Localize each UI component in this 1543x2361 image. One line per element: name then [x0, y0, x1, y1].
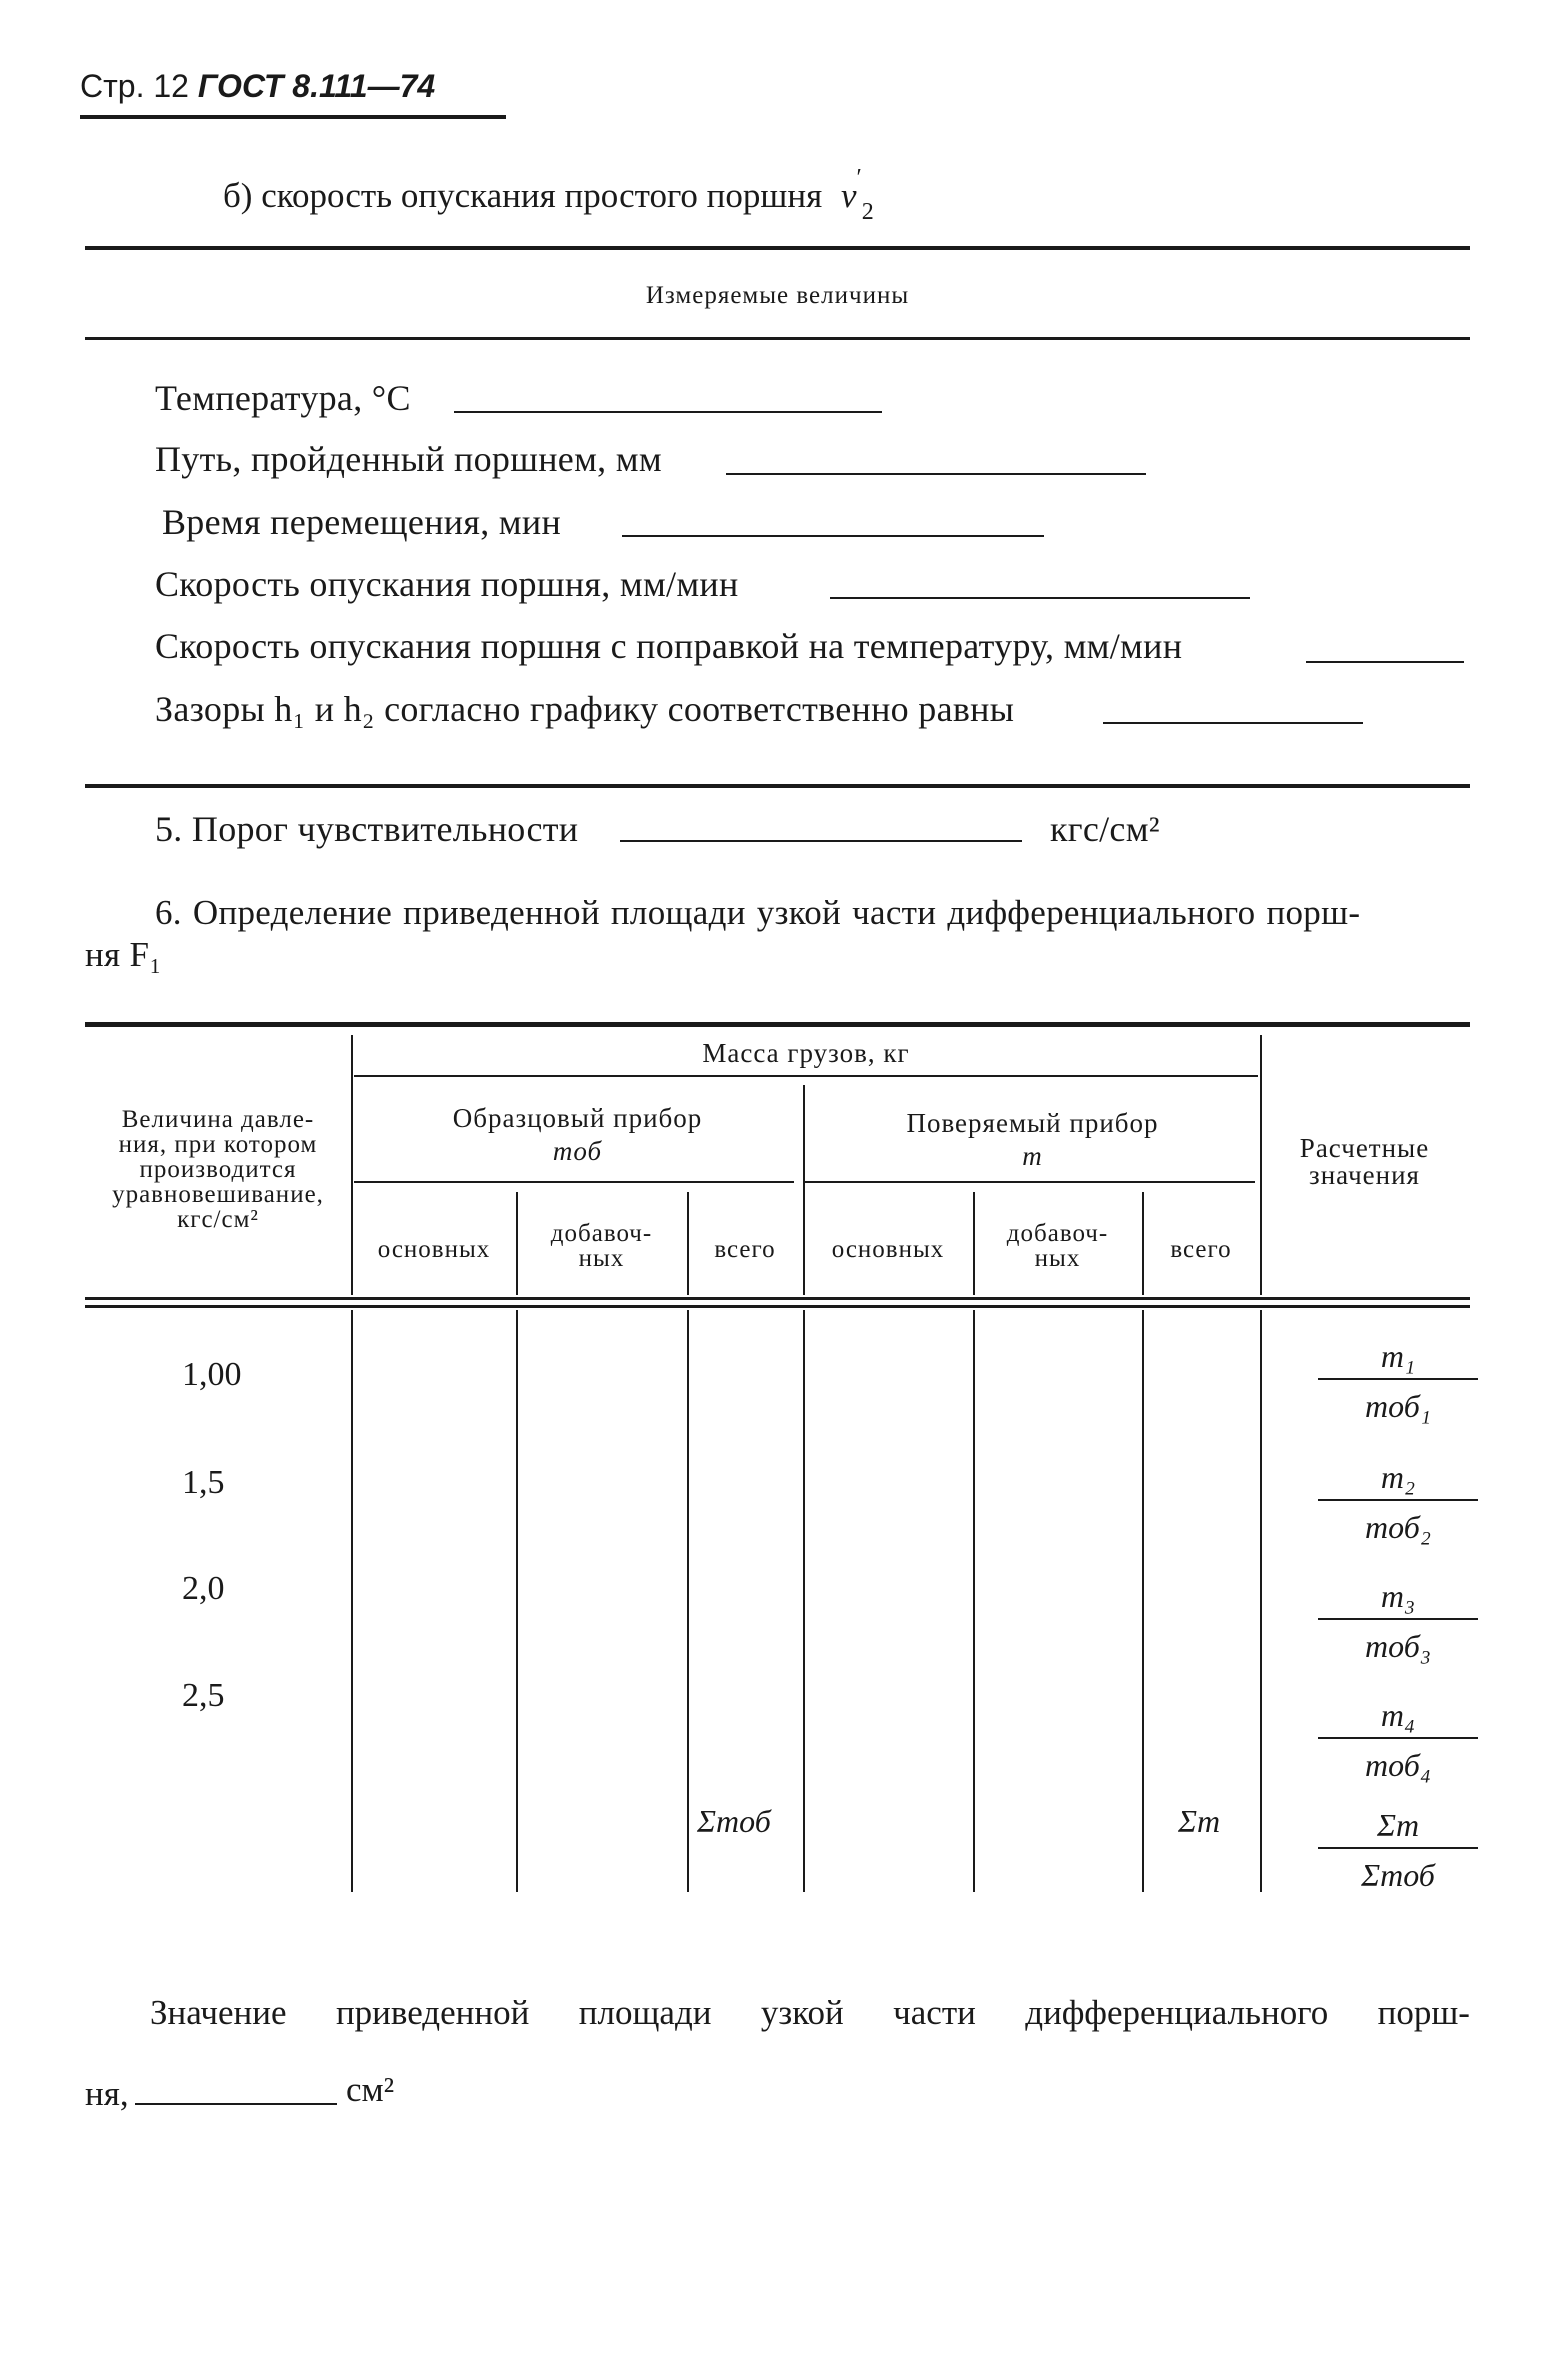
header-rule: [80, 115, 506, 119]
mass-header-underline: [354, 1075, 1258, 1077]
velocity-symbol: v: [840, 176, 857, 215]
rule-after-measured: [85, 784, 1470, 788]
measured-row-time: Время перемещения, мин: [162, 502, 562, 542]
velocity-subscript: 2: [861, 199, 874, 225]
section-b-title: б) скорость опускания простого поршня $v'_2$: [223, 165, 874, 225]
measured-row-path: Путь, пройденный поршнем, мм: [155, 439, 662, 479]
measured-title: Измеряемые величины: [645, 282, 910, 309]
header-mass: Масса грузов, кг: [702, 1038, 910, 1068]
blank-area: [135, 2103, 337, 2105]
blank-path: [726, 473, 1146, 475]
sum-test-total: Σm: [1178, 1803, 1221, 1839]
ratio-1: m₁ mоб₁: [1318, 1336, 1478, 1426]
sub-test-total: всего: [1170, 1236, 1232, 1263]
table-top-rule: [85, 1022, 1470, 1027]
body-vline-7: [1260, 1310, 1262, 1892]
footer-line2-prefix: ня,: [85, 2074, 129, 2113]
footer-line2-unit: см²: [346, 2070, 395, 2109]
ratio-4: m₄ mоб₄: [1318, 1695, 1478, 1785]
body-vline-4: [803, 1310, 805, 1892]
measured-row-speed-corrected: Скорость опускания поршня с поправкой на температуру, мм/мин: [155, 626, 1183, 666]
ref-header-underline: [354, 1181, 794, 1183]
ratio-3: m₃ mоб₃: [1318, 1576, 1478, 1666]
blank-speed-corrected: [1306, 661, 1464, 663]
measured-row-gaps: Зазоры h₁ и h₂ согласно графику соответственно равны: [155, 689, 1015, 729]
header-calc: Расчетные значения: [1299, 1133, 1430, 1190]
sum-ref-total: Σmоб: [697, 1803, 771, 1839]
pressure-value-3: 2,0: [182, 1570, 225, 1607]
measured-row-temperature: Температура, °С: [155, 378, 411, 418]
item5-label: 5. Порог чувствительности: [155, 809, 579, 849]
velocity-prime: ′: [856, 165, 862, 191]
blank-threshold: [620, 840, 1022, 842]
blank-temperature: [454, 411, 882, 413]
vline-pressure-right: [351, 1035, 353, 1295]
item6-line1: 6. Определение приведенной площади узкой части дифференциального порш-: [155, 893, 1361, 932]
table-header-bottom-rule-2: [85, 1305, 1470, 1308]
body-vline-5: [973, 1310, 975, 1892]
blank-time: [622, 535, 1044, 537]
ratio-5: Σm Σmоб: [1318, 1805, 1478, 1895]
blank-speed: [830, 597, 1250, 599]
sub-ref-main: основных: [377, 1236, 491, 1263]
ratio-2: m₂ mоб₂: [1318, 1457, 1478, 1547]
measured-row-speed: Скорость опускания поршня, мм/мин: [155, 564, 739, 604]
item6-line2: ня F₁: [85, 935, 162, 974]
pressure-value-4: 2,5: [182, 1677, 225, 1714]
blank-gaps: [1103, 722, 1363, 724]
page-header: [80, 68, 435, 105]
pressure-value-2: 1,5: [182, 1464, 225, 1501]
rule-measured: [85, 337, 1470, 340]
standard-number: ГОСТ 8.111—74: [197, 68, 436, 104]
page-number: Стр. 12: [80, 68, 189, 104]
pressure-value-1: 1,00: [182, 1356, 242, 1393]
sub-ref-add: добавоч- ных: [550, 1220, 653, 1272]
test-header-underline: [805, 1181, 1255, 1183]
sub-test-add: добавоч- ных: [1006, 1220, 1109, 1272]
header-pressure: Величина давле- ния, при котором производится уравновешивание, кгс/см²: [112, 1106, 324, 1233]
header-test-device: Поверяемый прибор m: [906, 1108, 1159, 1171]
sub-ref-total: всего: [714, 1236, 776, 1263]
body-vline-1: [351, 1310, 353, 1892]
table-header-bottom-rule-1: [85, 1297, 1470, 1300]
sub-test-main: основных: [831, 1236, 945, 1263]
body-vline-2: [516, 1310, 518, 1892]
header-ref-device: Образцовый прибор mоб: [452, 1103, 703, 1166]
item5-unit: кгс/см²: [1050, 809, 1160, 849]
footer-line1: Значение приведенной площади узкой части дифференциального порш-: [150, 1993, 1470, 2032]
body-vline-6: [1142, 1310, 1144, 1892]
body-vline-3: [687, 1310, 689, 1892]
rule-top-thick: [85, 246, 1470, 250]
